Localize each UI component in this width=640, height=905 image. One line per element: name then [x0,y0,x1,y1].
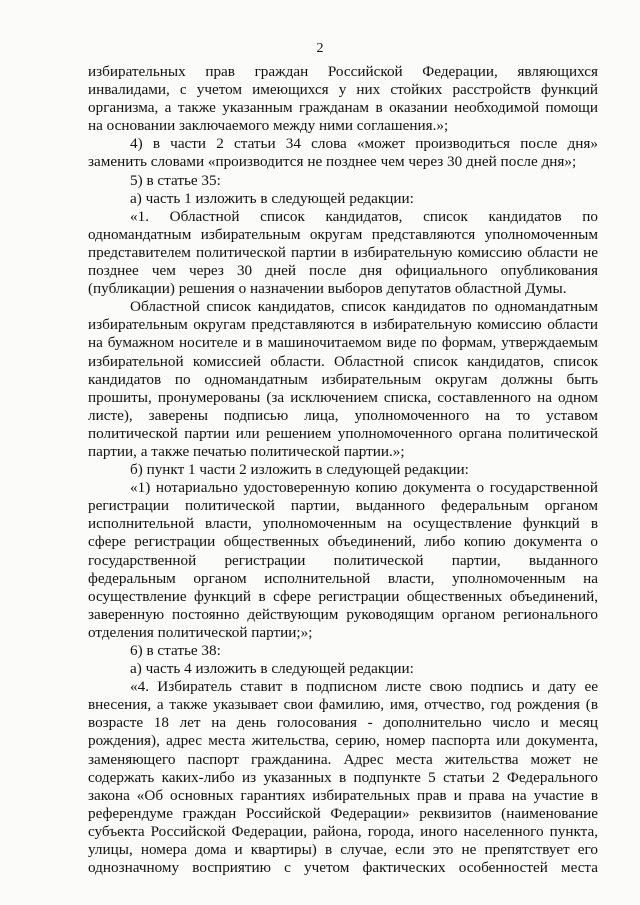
text-line: 4) в части 2 статьи 34 слова «может производиться после дня» [130,135,598,153]
text-line: Областной список кандидатов, список кандидатов по одномандатным [130,298,598,316]
text-line: возрасте 18 лет на день голосования - дополнительно число и месяц [88,714,598,732]
text-line: а) часть 4 изложить в следующей редакции: [130,660,414,678]
text-line: представителем политической партии в избирательную комиссию области не [88,243,598,261]
text-line: рождения), адрес места жительства, серию, номер паспорта или документа, [88,732,598,750]
text-line: избирательной комиссией области. Областной список кандидатов, список [88,352,598,370]
text-line: одномандатным избирательным округам представляются уполномоченным [88,225,598,243]
text-line: отделения политической партии;»; [88,623,313,641]
text-line: внесения, а также указывает свои фамилию, имя, отчество, год рождения (в [88,696,598,714]
document-body [88,63,598,877]
text-line: инвалидами, с учетом имеющихся у них стойких расстройств функций [88,81,598,99]
text-line: субъекта Российской Федерации, района, города, иного населенного пункта, [88,822,598,840]
text-line: регистрации политической партии, выданного федеральным органом [88,497,598,515]
text-line: б) пункт 1 части 2 изложить в следующей редакции: [130,461,469,479]
text-line: избирательных прав граждан Российской Федерации, являющихся [88,63,598,80]
text-line: «4. Избиратель ставит в подписном листе свою подпись и дату ее [130,678,598,696]
text-line: на бумажном носителе и в машиночитаемом виде по формам, утверждаемым [88,334,598,352]
text-line: «1. Областной список кандидатов, список кандидатов по [130,207,598,225]
text-line: на основании заключаемого между ними соглашения.»; [88,117,449,135]
text-line: закона «Об основных гарантиях избирательных прав и права на участие в [88,786,598,804]
text-line: кандидатов по одномандатным избирательным округам должны быть [88,370,598,388]
text-line: заверенную постоянно действующим руководящим органом регионального [88,605,598,623]
page-number: 2 [316,41,324,56]
text-line: федеральным органом исполнительной власти, уполномоченным на [88,569,598,587]
text-line: 5) в статье 35: [130,171,221,189]
text-line: партии, а также печатью политической партии.»; [88,442,405,460]
text-line: организма, а также указанным гражданам в оказании необходимой помощи [88,99,598,117]
text-line: улицы, номера дома и квартиры) в случае, если это не препятствует его [88,841,598,859]
text-line: однозначному восприятию с учетом фактических особенностей места [88,859,598,877]
text-line: содержать каких-либо из указанных в подпункте 5 статьи 2 Федерального [88,768,598,786]
text-line: «1) нотариально удостоверенную копию документа о государственной [130,479,598,497]
text-line: (публикации) решения о назначении выборов депутатов областной Думы. [88,280,567,298]
text-line: политической партии или решением уполномоченного органа политической [88,424,598,442]
text-line: государственной регистрации политической партии, выданного [88,551,598,569]
text-line: прошиты, пронумерованы (за исключением списка, составленного на одном [88,388,598,406]
text-line: а) часть 1 изложить в следующей редакции: [130,189,414,207]
text-line: листе), заверены подписью лица, уполномоченного на то уставом [88,406,598,424]
text-line: 6) в статье 38: [130,642,221,659]
text-line: исполнительной власти, уполномоченным на осуществление функций в [88,515,598,533]
text-line: сфере регистрации общественных объединений, либо копию документа о [88,533,598,551]
text-line: референдуме граждан Российской Федерации» реквизитов (наименование [88,804,598,822]
text-line: позднее чем через 30 дней после дня официального опубликования [88,262,598,280]
text-line: заменяющего паспорт гражданина. Адрес места жительства может не [88,750,598,768]
text-line: избирательным округам представляются в избирательную комиссию области [88,316,598,334]
text-line: осуществление функций в сфере регистрации общественных объединений, [88,587,598,605]
text-line: заменить словами «производится не позднее чем через 30 дней после дня»; [88,153,577,171]
